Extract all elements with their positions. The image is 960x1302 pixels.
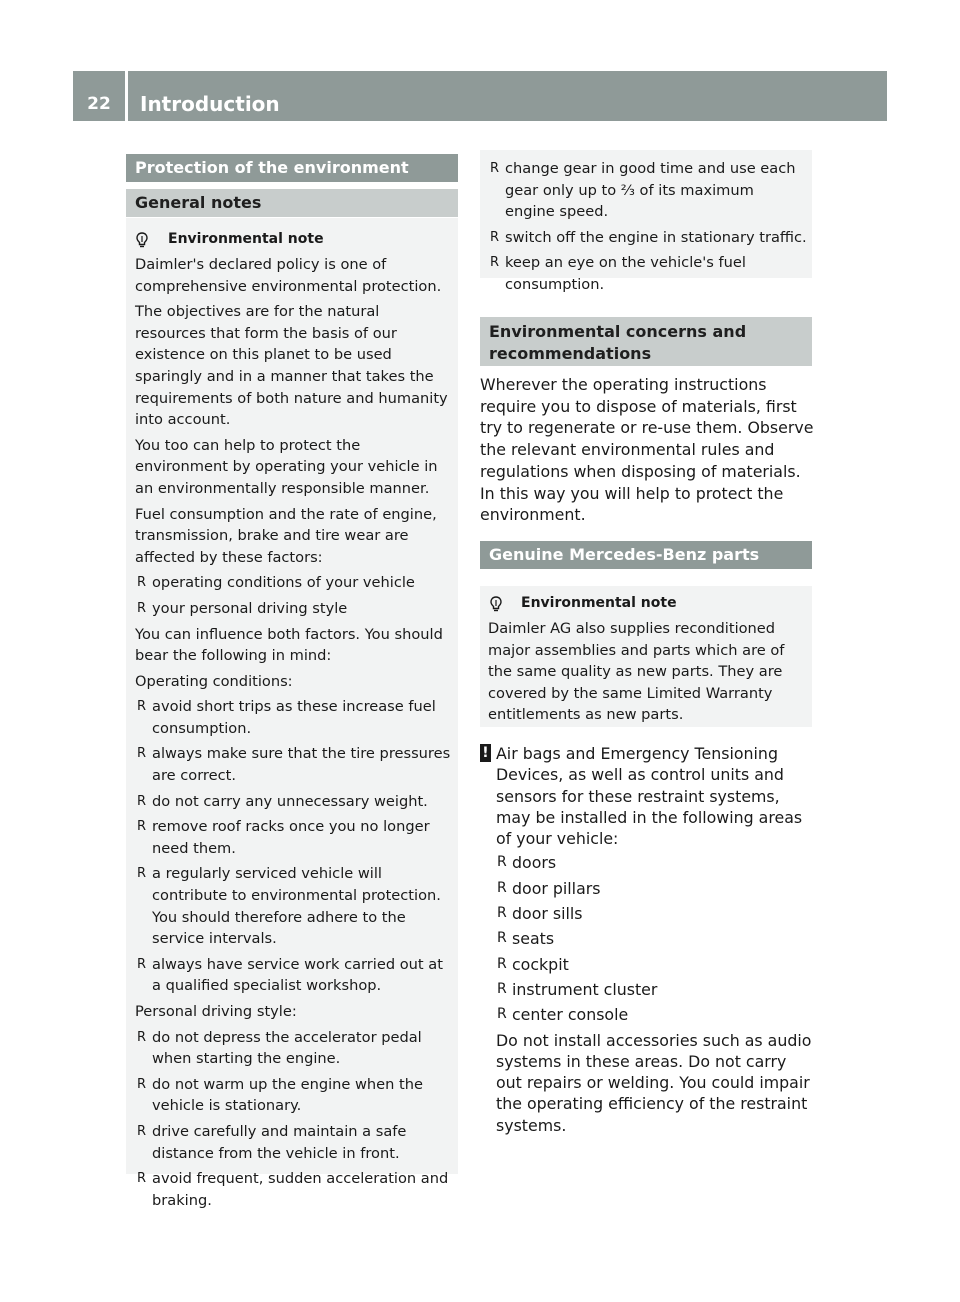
list-item: R doors: [496, 852, 816, 873]
list-item: R drive carefully and maintain a safe distance from the vehicle in front.: [135, 1121, 453, 1164]
chapter-title: Introduction: [140, 92, 280, 116]
driving-style-label: Personal driving style:: [135, 1003, 297, 1020]
paragraph: Daimler's declared policy is one of comprehensive environmental protection.: [135, 256, 442, 295]
subsection-heading-concerns: [480, 317, 812, 366]
list-item: R operating conditions of your vehicle: [135, 572, 453, 594]
list-item: R do not warm up the engine when the vehicle is stationary.: [135, 1074, 453, 1117]
paragraph: You can influence both factors. You should bear the following in mind:: [135, 625, 443, 665]
paragraph: You too can help to protect the environment by operating your vehicle in an environmentally responsible manner.: [135, 436, 438, 497]
note-body-continued: [488, 158, 808, 300]
warning-block: [496, 743, 816, 1136]
list-item: R change gear in good time and use each gear only up to ⅔ of its maximum engine speed.: [488, 158, 808, 223]
page-header: [73, 71, 887, 121]
warning-intro: Air bags and Emergency Tensioning Devices, as well as control units and sensors for these restraint systems, may be installed in the following areas of your vehicle:: [496, 744, 803, 849]
heading-line: Environmental concerns and: [489, 322, 747, 341]
warning-icon: !: [480, 744, 491, 762]
note-body-right: Daimler AG also supplies reconditioned major assemblies and parts which are of the same quality as new parts. They are covered by the same Limited Warranty entitlements as new parts.: [488, 620, 785, 724]
page-number: 22: [87, 94, 111, 114]
list-item: R avoid short trips as these increase fuel consumption.: [135, 696, 453, 739]
warning-outro: Do not install accessories such as audio systems in these areas. Do not carry out repairs or welding. You could impair the operating efficiency of the restraint systems.: [496, 1030, 812, 1135]
list-item: R cockpit: [496, 954, 816, 975]
section-heading-genuine-parts: Genuine Mercedes-Benz parts: [480, 541, 812, 569]
list-item: R keep an eye on the vehicle's fuel consumption.: [488, 252, 808, 295]
list-item: R remove roof racks once you no longer need them.: [135, 816, 453, 859]
lightbulb-icon: [489, 596, 503, 612]
operating-conditions-label: Operating conditions:: [135, 672, 293, 690]
list-item: R door pillars: [496, 878, 816, 899]
list-item: R always make sure that the tire pressures are correct.: [135, 743, 453, 786]
list-item: R door sills: [496, 903, 816, 924]
list-item: R switch off the engine in stationary traffic.: [488, 227, 808, 249]
paragraph: The objectives are for the natural resources that form the basis of our existence on this planet to be used sparingly and in a manner that takes the requirements of both nature and humanity into account.: [135, 303, 448, 429]
list-item: R do not carry any unnecessary weight.: [135, 791, 453, 813]
list-item: R do not depress the accelerator pedal when starting the engine.: [135, 1027, 453, 1070]
lightbulb-icon: [135, 232, 149, 248]
list-item: R always have service work carried out at a qualified specialist workshop.: [135, 954, 453, 997]
list-item: R a regularly serviced vehicle will contribute to environmental protection. You should therefore adhere to the service intervals.: [135, 863, 453, 949]
heading-line: recommendations: [489, 344, 652, 363]
section-heading-environment: Protection of the environment: [126, 154, 458, 182]
list-item: R avoid frequent, sudden acceleration and braking.: [135, 1168, 453, 1211]
list-item: R center console: [496, 1004, 816, 1025]
list-item: R your personal driving style: [135, 598, 453, 620]
subsection-heading-general-notes: General notes: [126, 189, 458, 217]
list-item: R instrument cluster: [496, 979, 816, 1000]
paragraph: Fuel consumption and the rate of engine, transmission, brake and tire wear are affected by these factors:: [135, 505, 437, 566]
header-divider: [125, 71, 128, 121]
concerns-paragraph: Wherever the operating instructions require you to dispose of materials, first try to regenerate or re-use them. Observe the relevant environmental rules and regulations when disposing of materials. In this way you will help to protect the environment.: [480, 375, 814, 525]
list-item: R seats: [496, 928, 816, 949]
note-body-left: [135, 254, 453, 1215]
note-title-left: Environmental note: [168, 231, 324, 247]
note-title-right: Environmental note: [521, 595, 677, 611]
